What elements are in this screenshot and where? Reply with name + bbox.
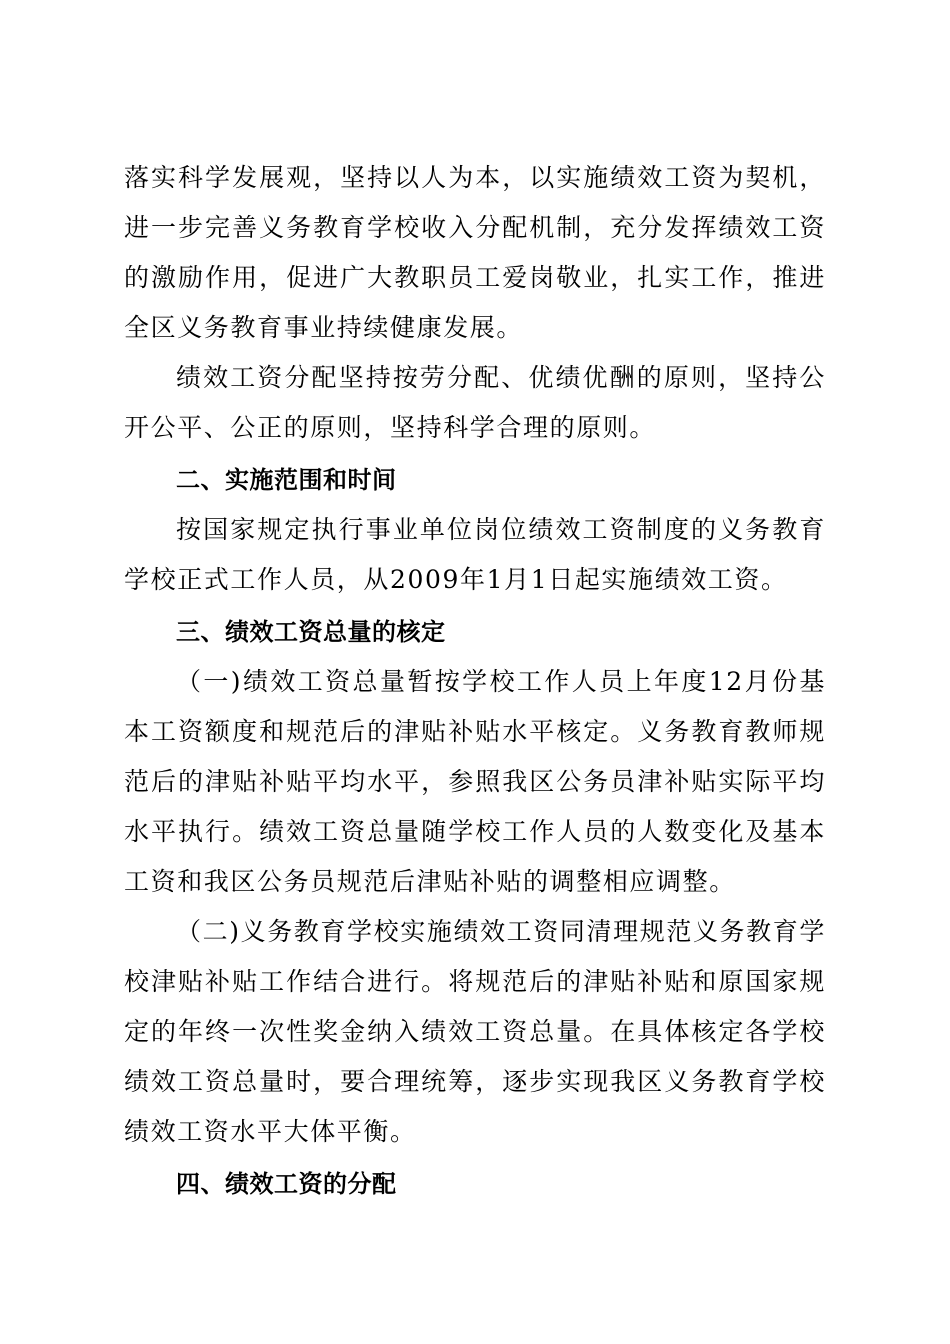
paragraph-principles: 绩效工资分配坚持按劳分配、优绩优酬的原则，坚持公开公平、公正的原则，坚持科学合理的原则。 bbox=[124, 363, 826, 442]
heading-scope-and-time: 二、实施范围和时间 bbox=[176, 466, 397, 494]
document-page bbox=[124, 153, 826, 1209]
heading-distribution: 四、绩效工资的分配 bbox=[176, 1170, 397, 1198]
heading-total-amount: 三、绩效工资总量的核定 bbox=[176, 618, 446, 646]
paragraph-development-goal: 落实科学发展观，坚持以人为本，以实施绩效工资为契机，进一步完善义务教育学校收入分配机制，充分发挥绩效工资的激励作用，促进广大教职员工爱岗敬业，扎实工作，推进全区义务教育事业持续健康发展。 bbox=[124, 163, 826, 342]
paragraph-total-amount-2: （二)义务教育学校实施绩效工资同清理规范义务教育学校津贴补贴工作结合进行。将规范后的津贴补贴和原国家规定的年终一次性奖金纳入绩效工资总量。在具体核定各学校绩效工资总量时，要合理统筹，逐步实现我区义务教育学校绩效工资水平大体平衡。 bbox=[124, 917, 826, 1146]
paragraph-scope: 按国家规定执行事业单位岗位绩效工资制度的义务教育学校正式工作人员，从2009年1月1日起实施绩效工资。 bbox=[124, 515, 826, 594]
paragraph-total-amount-1: （一)绩效工资总量暂按学校工作人员上年度12月份基本工资额度和规范后的津贴补贴水平核定。义务教育教师规范后的津贴补贴平均水平，参照我区公务员津补贴实际平均水平执行。绩效工资总量随学校工作人员的人数变化及基本工资和我区公务员规范后津贴补贴的调整相应调整。 bbox=[124, 667, 826, 896]
